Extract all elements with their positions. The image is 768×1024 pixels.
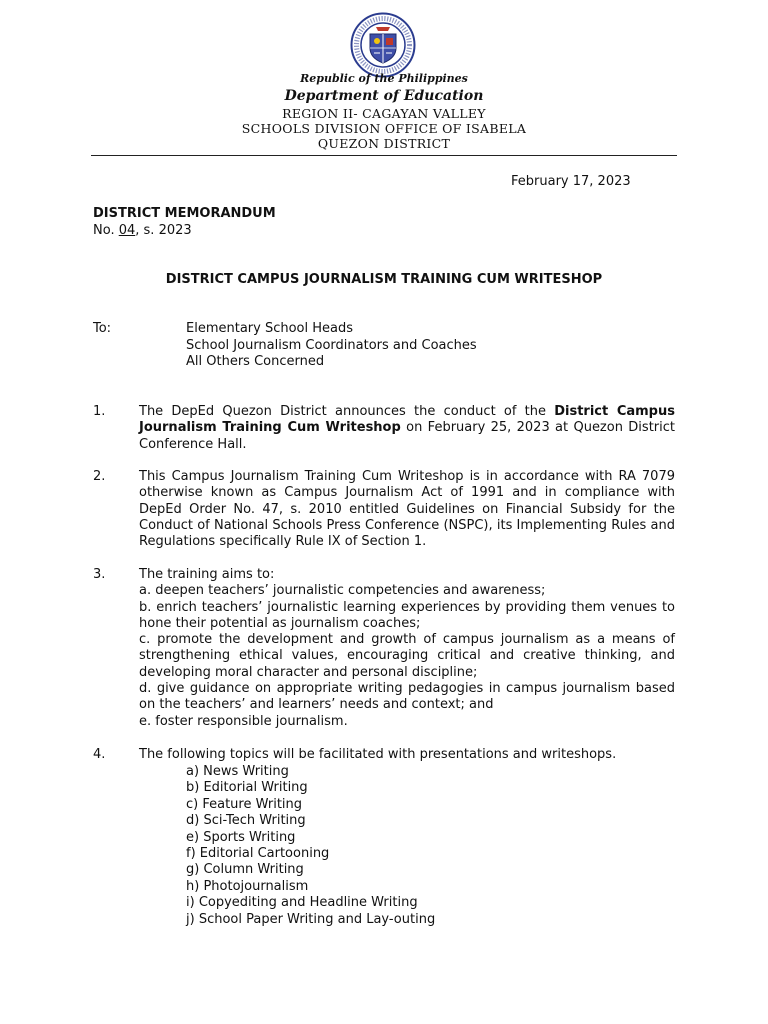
item-number: 2. [93,469,106,484]
recipient-item: Elementary School Heads [186,321,354,336]
memo-number-prefix: No. [93,223,119,238]
division-heading: SCHOOLS DIVISION OFFICE OF ISABELA [241,121,527,136]
topic-item: f) Editorial Cartooning [186,846,330,862]
topic-item: c) Feature Writing [186,796,303,812]
topic-item: j) School Paper Writing and Lay-outing [186,911,436,927]
item-number: 1. [93,404,106,419]
recipient-list [186,321,477,371]
region-heading: REGION II- CAGAYAN VALLEY [282,106,486,121]
paragraph-announcement [139,404,675,453]
aim-item: d. give guidance on appropriate writing pedagogies in campus journalism based on the teachers’ and learners’ needs and context; and [139,681,675,713]
memo-title: DISTRICT MEMORANDUM [93,206,276,221]
to-label: To: [93,321,112,336]
topic-item: e) Sports Writing [186,829,296,845]
aim-item: a. deepen teachers’ journalistic competencies and awareness; [139,583,546,599]
memo-number [93,223,192,239]
memo-subject: DISTRICT CAMPUS JOURNALISM TRAINING CUM WRITESHOP [165,272,603,287]
deped-seal-logo [350,12,416,78]
recipient-item: All Others Concerned [186,354,325,369]
recipient-item: School Journalism Coordinators and Coaches [186,337,477,353]
district-heading: QUEZON DISTRICT [317,136,451,151]
department-heading: Department of Education [284,88,484,104]
paragraph-text: The DepEd Quezon District announces the conduct of the [139,404,555,419]
topic-item: i) Copyediting and Headline Writing [186,895,418,911]
memo-number-value: 04 [118,223,136,238]
topic-item: b) Editorial Writing [186,780,308,796]
topic-item: a) News Writing [186,764,289,779]
topics-list [186,764,435,928]
header-divider [91,155,677,156]
republic-heading: Republic of the Philippines [300,72,468,85]
memo-number-suffix: , s. 2023 [135,223,192,238]
paragraph-legal-basis: This Campus Journalism Training Cum Writeshop is in accordance with RA 7079 otherwise known as Campus Journalism Act of 1991 and in compliance with DepEd Order No. 47, s. 2010 entitled Guidelines on Financial Subsidy for the Conduct of National Schools Press Conference (NSPC), its Implementing Rules and Regulations specifically Rule IX of Section 1. [139,469,675,550]
item-number: 3. [93,567,106,582]
training-title-emphasis: District Campus Journalism Training Cum Writeshop [139,404,675,436]
aim-item: b. enrich teachers’ journalistic learning experiences by providing them venues to hone their potential as journalism coaches; [139,599,675,631]
aims-intro: The training aims to: [139,567,275,582]
topics-intro: The following topics will be facilitated with presentations and writeshops. [139,747,617,762]
item-number: 4. [93,747,106,762]
topic-item: g) Column Writing [186,862,304,878]
aims-list [139,567,675,730]
memo-date: February 17, 2023 [511,174,631,189]
aim-item: c. promote the development and growth of campus journalism as a means of strengthening ethical values, encouraging critical and creative thinking, and developing moral character and personal discipline; [139,632,675,680]
paragraph-text: on February 25, 2023 at Quezon District Conference Hall. [139,420,675,452]
topic-item: h) Photojournalism [186,878,309,894]
aim-item: e. foster responsible journalism. [139,713,348,729]
topic-item: d) Sci-Tech Writing [186,813,306,829]
